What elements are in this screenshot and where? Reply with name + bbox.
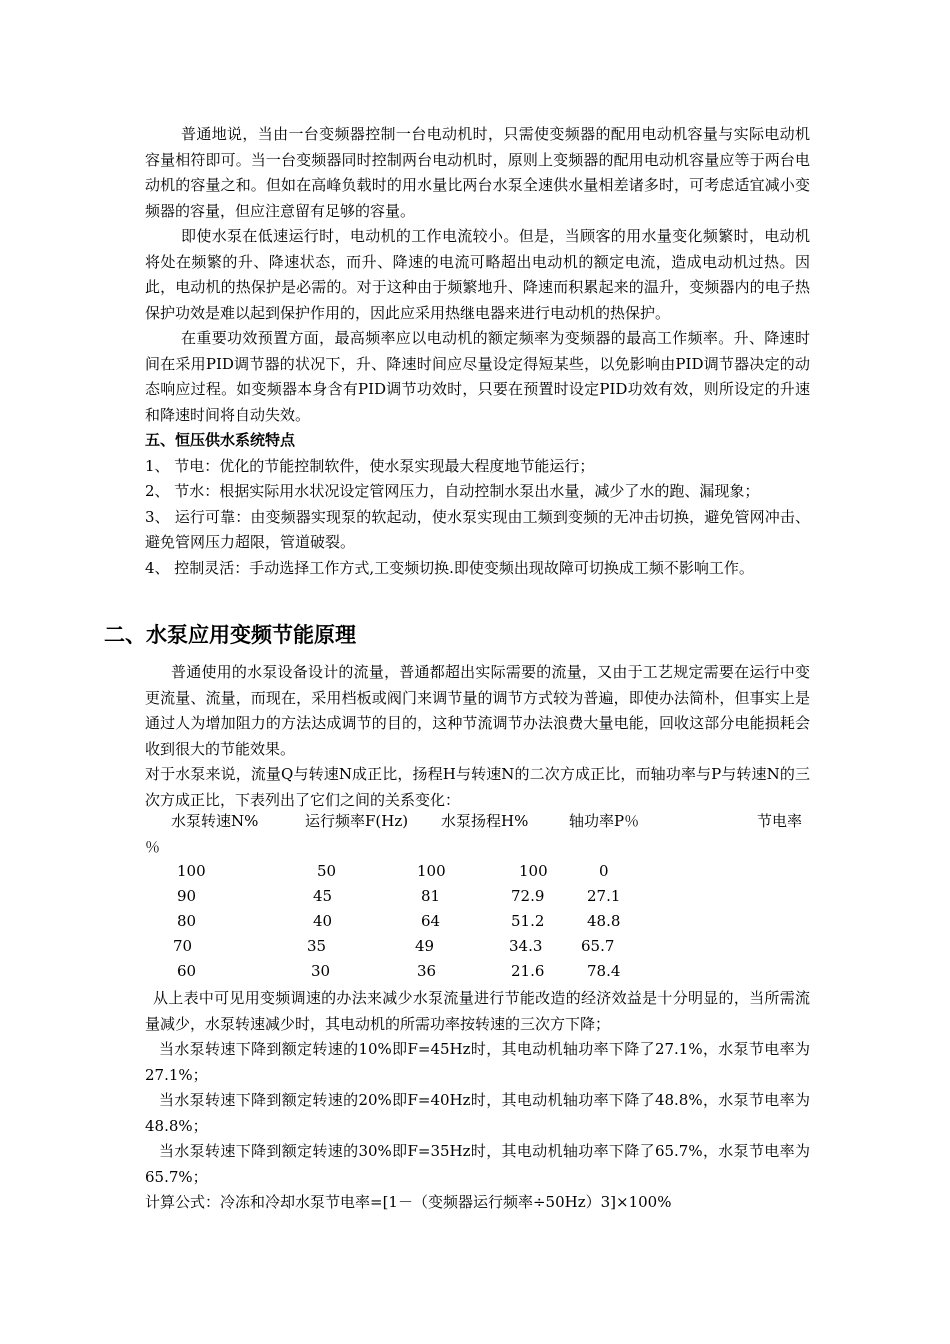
paragraph-economic-benefit: 从上表中可见用变频调速的办法来减少水泵流量进行节能改造的经济效益是十分明显的，当所需流量减少，水泵转速减少时，其电动机的所需功率按转速的三次方下降； bbox=[145, 989, 810, 1033]
cell-speed: 100 bbox=[177, 862, 206, 880]
cell-saving-rate: 0 bbox=[599, 862, 609, 880]
feature-item-water: 2、 节水：根据实际用水状况设定管网压力，自动控制水泵出水量，减少了水的跑、漏现象； bbox=[145, 482, 760, 500]
cell-frequency: 50 bbox=[317, 862, 337, 880]
cell-head: 64 bbox=[421, 912, 441, 930]
paragraph-formula: 计算公式：冷冻和冷却水泵节电率=[1－（变频器运行频率÷50Hz）3]×100% bbox=[145, 1193, 672, 1211]
col-header-speed: 水泵转速N% bbox=[171, 812, 259, 830]
cell-speed: 90 bbox=[177, 887, 197, 905]
cell-frequency: 30 bbox=[311, 962, 331, 980]
cell-shaft-power: 34.3 bbox=[509, 937, 543, 955]
col-header-head: 水泵扬程H% bbox=[441, 812, 529, 830]
cell-speed: 70 bbox=[173, 937, 193, 955]
cell-shaft-power: 51.2 bbox=[511, 912, 545, 930]
cell-saving-rate: 65.7 bbox=[581, 937, 615, 955]
paragraph-thermal-protection: 即使水泵在低速运行时，电动机的工作电流较小。但是，当顾客的用水量变化频繁时，电动机将处在频繁的升、降速状态，而升、降速的电流可略超出电动机的额定电流，造成电动机过热。因此，电动机的热保护是必需的。对于这种由于频繁地升、降速而积累起来的温升，变频器内的电子热保护功效是难以起到保护作用的，因此应采用热继电器来进行电动机的热保护。 bbox=[145, 227, 810, 322]
col-header-shaft-power: 轴功率P％ bbox=[569, 812, 640, 830]
section-2-title: 二、水泵应用变频节能原理 bbox=[104, 623, 356, 647]
col-header-frequency: 运行频率F(Hz) bbox=[305, 812, 409, 830]
cell-shaft-power: 72.9 bbox=[511, 887, 545, 905]
cell-head: 100 bbox=[417, 862, 446, 880]
cell-speed: 60 bbox=[177, 962, 197, 980]
feature-item-reliability: 3、 运行可靠：由变频器实现泵的软起动，使水泵实现由工频到变频的无冲击切换，避免管网冲击、避免管网压力超限，管道破裂。 bbox=[145, 507, 810, 551]
cell-frequency: 35 bbox=[307, 937, 327, 955]
col-header-saving-rate: 节电率 bbox=[757, 812, 803, 830]
section-heading-features: 五、恒压供水系统特点 bbox=[145, 431, 296, 449]
paragraph-throttling: 普通使用的水泵设备设计的流量，普通都超出实际需要的流量，又由于工艺规定需要在运行中变更流量、流量，而现在，采用档板或阀门来调节量的调节方式较为普遍，即使办法简朴，但事实上是通过人为增加阻力的方法达成调节的目的，这种节流调节办法浪费大量电能，回收这部分电能损耗会收到很大的节能效果。 bbox=[145, 663, 810, 758]
section-2-body bbox=[145, 660, 810, 813]
cell-head: 81 bbox=[421, 887, 441, 905]
cell-shaft-power: 21.6 bbox=[511, 962, 545, 980]
paragraph-example-20pct: 当水泵转速下降到额定转速的20%即F=40Hz时，其电动机轴功率下降了48.8%，水泵节电率为48.8%； bbox=[145, 1091, 810, 1135]
section-2-analysis bbox=[145, 986, 810, 1216]
cell-saving-rate: 48.8 bbox=[587, 912, 621, 930]
cell-saving-rate: 78.4 bbox=[587, 962, 621, 980]
paragraph-capacity: 普通地说，当由一台变频器控制一台电动机时，只需使变频器的配用电动机容量与实际电动机容量相符即可。当一台变频器同时控制两台电动机时，原则上变频器的配用电动机容量应等于两台电动机的容量之和。但如在高峰负载时的用水量比两台水泵全速供水量相差诸多时，可考虑适宜减小变频器的容量，但应注意留有足够的容量。 bbox=[145, 125, 810, 220]
feature-item-energy: 1、 节电：优化的节能控制软件，使水泵实现最大程度地节能运行； bbox=[145, 456, 595, 475]
cell-frequency: 45 bbox=[313, 887, 333, 905]
paragraph-example-10pct: 当水泵转速下降到额定转速的10%即F=45Hz时，其电动机轴功率下降了27.1%，水泵节电率为27.1%； bbox=[145, 1040, 810, 1084]
cell-saving-rate: 27.1 bbox=[587, 887, 621, 905]
cell-frequency: 40 bbox=[313, 912, 333, 930]
cell-head: 36 bbox=[417, 962, 437, 980]
feature-item-control: 4、 控制灵活：手动选择工作方式,工变频切换.即使变频出现故障可切换成工频不影响工作。 bbox=[145, 558, 754, 577]
section-1-body bbox=[145, 122, 810, 581]
cell-head: 49 bbox=[415, 937, 435, 955]
paragraph-example-30pct: 当水泵转速下降到额定转速的30%即F=35Hz时，其电动机轴功率下降了65.7%，水泵节电率为65.7%； bbox=[145, 1142, 810, 1186]
paragraph-affinity-law: 对于水泵来说，流量Q与转速N成正比，扬程H与转速N的二次方成正比，而轴功率与P与转速N的三次方成正比，下表列出了它们之间的关系变化： bbox=[145, 765, 810, 809]
paragraph-function-preset: 在重要功效预置方面，最高频率应以电动机的额定频率为变频器的最高工作频率。升、降速时间在采用PID调节器的状况下，升、降速时间应尽量设定得短某些，以免影响由PID调节器决定的动态响应过程。如变频器本身含有PID调节功效时，只要在预置时设定PID功效有效，则所设定的升速和降速时间将自动失效。 bbox=[145, 329, 810, 424]
cell-speed: 80 bbox=[177, 912, 197, 930]
cell-shaft-power: 100 bbox=[519, 862, 548, 880]
col-header-percent-wrap: ％ bbox=[145, 838, 161, 856]
